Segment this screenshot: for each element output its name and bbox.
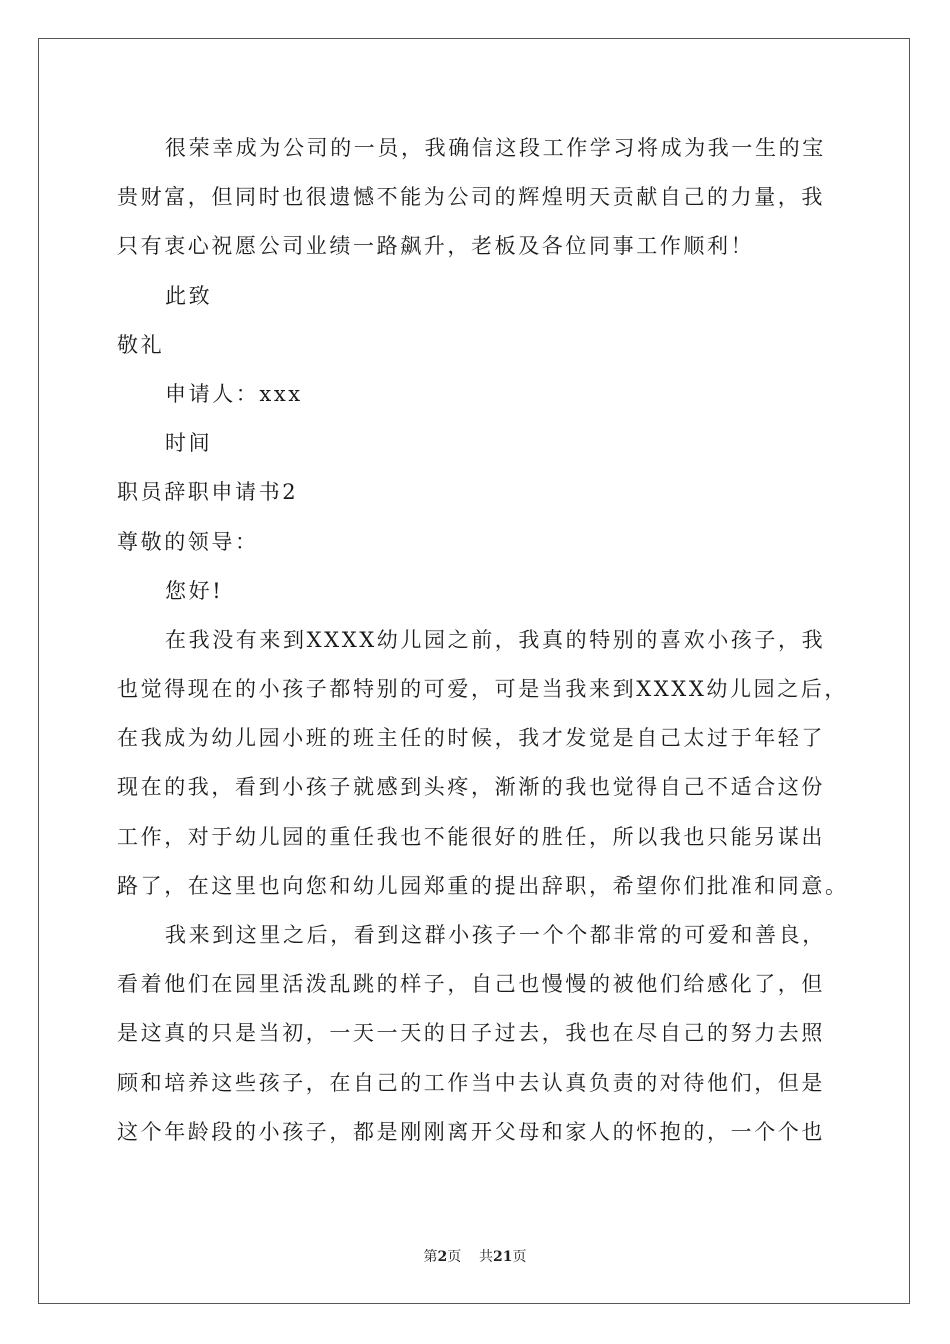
text-line: 时间 [165, 431, 213, 456]
text-line: 这个年龄段的小孩子，都是刚刚离开父母和家人的怀抱的，一个个也 [117, 1119, 825, 1144]
text-line: 申请人：xxx [165, 381, 303, 406]
footer-page-prefix: 第 [423, 1249, 438, 1265]
text-line: 尊敬的领导： [117, 529, 259, 554]
footer-total-prefix: 共 [479, 1249, 494, 1265]
text-line: 在我成为幼儿园小班的班主任的时候，我才发觉是自己太过于年轻了 [117, 726, 825, 751]
text-line: 在我没有来到XXXX幼儿园之前，我真的特别的喜欢小孩子，我 [165, 627, 826, 652]
text-line: 贵财富，但同时也很遗憾不能为公司的辉煌明天贡献自己的力量，我 [117, 185, 825, 210]
text-line: 现在的我，看到小孩子就感到头疼，渐渐的我也觉得自己不适合这份 [117, 775, 825, 800]
footer-total-suffix: 页 [512, 1249, 527, 1265]
text-line: 工作，对于幼儿园的重任我也不能很好的胜任，所以我也只能另谋出 [117, 824, 825, 849]
text-line: 敬礼 [117, 332, 165, 357]
text-line: 您好! [165, 578, 224, 603]
text-line: 我来到这里之后，看到这群小孩子一个个都非常的可爱和善良， [165, 923, 826, 947]
footer-page-number: 2 [437, 1249, 448, 1265]
text-line: 很荣幸成为公司的一员，我确信这段工作学习将成为我一生的宝 [165, 136, 826, 160]
text-line: 职员辞职申请书2 [117, 480, 299, 505]
footer-total-pages: 21 [493, 1249, 513, 1265]
page-footer [0, 1246, 950, 1266]
text-line: 只有衷心祝愿公司业绩一路飙升，老板及各位同事工作顺利！ [117, 234, 755, 259]
text-line: 此致 [165, 283, 213, 308]
text-line: 是这真的只是当初，一天一天的日子过去，我也在尽自己的努力去照 [117, 1021, 825, 1046]
text-line: 也觉得现在的小孩子都特别的可爱，可是当我来到XXXX幼儿园之后， [117, 677, 848, 702]
footer-page-suffix: 页 [447, 1249, 462, 1265]
document-body [117, 124, 849, 1157]
text-line: 顾和培养这些孩子，在自己的工作当中去认真负责的对待他们，但是 [117, 1070, 825, 1095]
text-line: 看着他们在园里活泼乱跳的样子，自己也慢慢的被他们给感化了，但 [117, 972, 825, 997]
text-line: 路了，在这里也向您和幼儿园郑重的提出辞职，希望你们批准和同意。 [117, 873, 849, 898]
